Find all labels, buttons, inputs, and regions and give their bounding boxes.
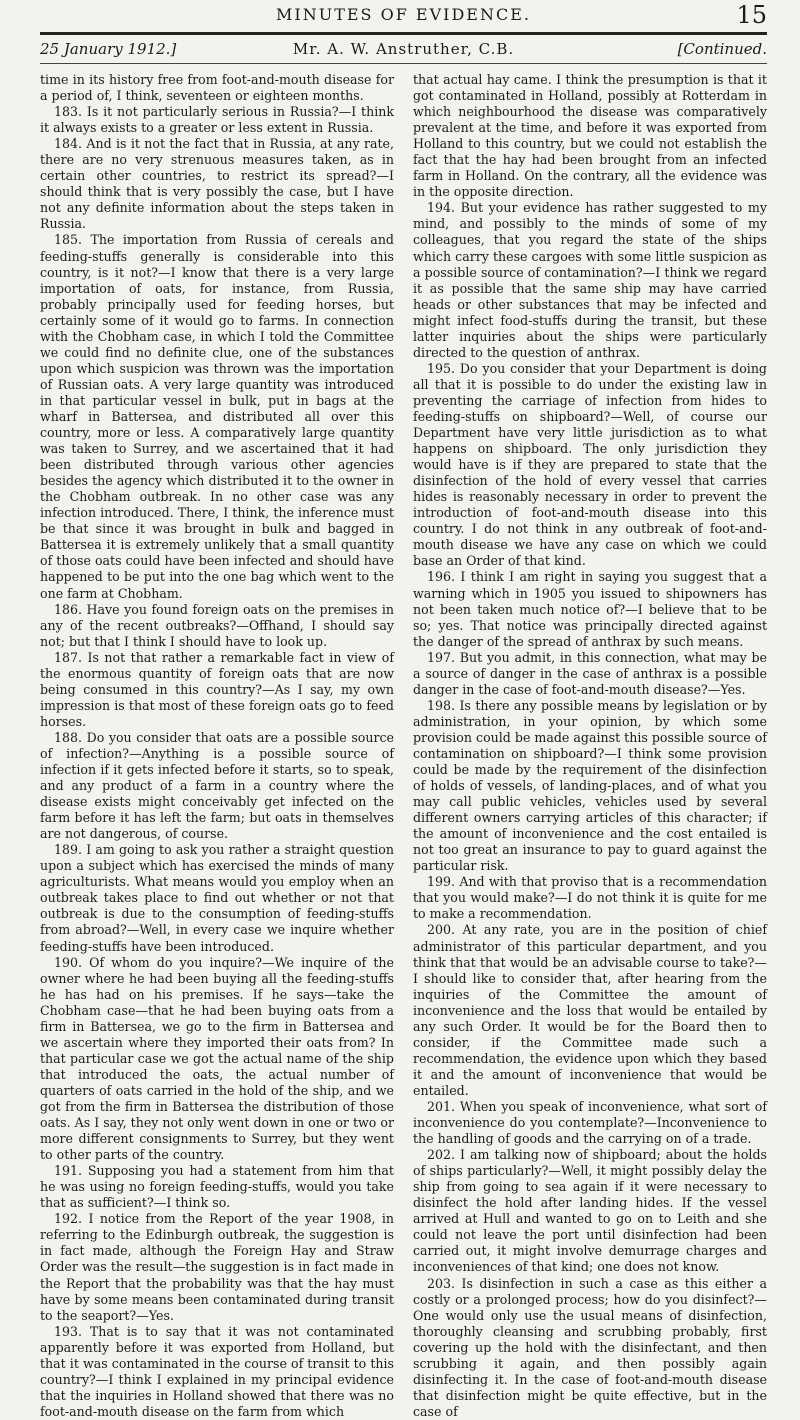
- paragraph: 200. At any rate, you are in the position of chief administrator of this particular department, and you think that that would be an advisable course to take?—I should like to consider that, after hearing from the inquiries of the Committee the amount of inconvenience and the loss that would be entailed by any such Order. It would be for the Board then to consider, if the Committee made such a recommendation, the evidence upon which they based it and the amount of inconvenience that would be entailed.: [413, 922, 767, 1098]
- paragraph: 197. But you admit, in this connection, what may be a source of danger in the case of anthrax is a possible danger in the case of foot-and-mouth disease?—Yes.: [413, 649, 767, 697]
- paragraph: 195. Do you consider that your Department is doing all that it is possible to do under the existing law in preventing the carriage of infection from hides to feeding-stuffs on shipboard?—Well, of course our Department have very little jurisdiction as to what happens on shipboard. The only jurisdiction they would have is if they are prepared to state that the disinfection of the hold of every vessel that carries hides is reasonably necessary in order to prevent the introduction of foot-and-mouth disease into this country. I do not think in any outbreak of foot-and-mouth disease we have any case on which we could base an Order of that kind.: [413, 360, 767, 569]
- paragraph: 198. Is there any possible means by legislation or by administration, in your opinion, by which some provision could be made against this possible source of contamination on shipboard?—I think some provision could be made by the requirement of the disinfection of holds of vessels, of landing-places, and of what you may call public vehicles, vehicles used by several different owners carrying articles of this character; if the amount of inconvenience and the cost entailed is not too great an insurance to pay to guard against the particular risk.: [413, 697, 767, 874]
- witness-name: Mr. A. W. Anstruther, C.B.: [292, 40, 515, 58]
- paragraph: 193. That is to say that it was not contaminated apparently before it was exported from Holland, but that it was contaminated in the course of transit to this country?—I think I explained in my principal evidence that the inquiries in Holland showed that there was no foot-and-mouth disease on the farm from which: [40, 1323, 394, 1419]
- paragraph: 184. And is it not the fact that in Russia, at any rate, there are no very strenuous measures taken, as in certain other countries, to restrict its spread?—I should think that is very possibly the case, but I have not any definite information about the steps taken in Russia.: [40, 136, 394, 232]
- text-columns: [40, 72, 767, 1419]
- paragraph: 192. I notice from the Report of the year 1908, in referring to the Edinburgh outbreak, the suggestion is in fact made, although the Foreign Hay and Straw Order was the result—the suggestion is in fact made in the Report that the probability was that the hay must have by some means been contaminated during transit to the seaport?—Yes.: [40, 1211, 394, 1323]
- paragraph: 202. I am talking now of shipboard; about the holds of ships particularly?—Well, it might possibly delay the ship from going to sea again if it were necessary to disinfect the hold after landing hides. If the vessel arrived at Hull and wanted to go on to Leith and she could not leave the port until disinfection had been carried out, it might involve demurrage charges and inconveniences of that kind; one does not know.: [413, 1147, 767, 1275]
- paragraph: 186. Have you found foreign oats on the premises in any of the recent outbreaks?—Offhand, I should say not; but that I think I should have to look up.: [40, 601, 394, 649]
- continued-label: [Continued.: [677, 40, 767, 58]
- paragraph: time in its history free from foot-and-mouth disease for a period of, I think, seventeen or eighteen months.: [40, 72, 394, 104]
- right-column: [413, 72, 767, 1419]
- sub-header: [40, 38, 767, 60]
- page-number: 15: [736, 1, 767, 29]
- paragraph: 189. I am going to ask you rather a straight question upon a subject which has exercised the minds of many agriculturists. What means would you employ when an outbreak takes place to find out whether or not that outbreak is due to the consumption of feeding-stuffs from abroad?—Well, in every case we inquire whether feeding-stuffs have been introduced.: [40, 842, 394, 954]
- paragraph: 183. Is it not particularly serious in Russia?—I think it always exists to a greater or less extent in Russia.: [40, 104, 394, 136]
- paragraph: 199. And with that proviso that is a recommendation that you would make?—I do not think it is quite for me to make a recommendation.: [413, 874, 767, 922]
- paragraph: 194. But your evidence has rather suggested to my mind, and possibly to the minds of some of my colleagues, that you regard the state of the ships which carry these cargoes with some little suspicion as a possible source of contamination?—I think we regard it as possible that the same ship may have carried heads or other substances that may be infected and might infect food-stuffs during the transit, but these latter inquiries about the ships were particularly directed to the question of anthrax.: [413, 200, 767, 360]
- running-title: MINUTES OF EVIDENCE.: [276, 5, 531, 24]
- left-column: [40, 72, 394, 1419]
- paragraph: 188. Do you consider that oats are a possible source of infection?—Anything is a possible source of infection if it gets infected before it starts, so to speak, and any product of a farm in a country where the disease exists might conceivably get infected on the farm before it has left the farm; but oats in themselves are not dangerous, of course.: [40, 729, 394, 842]
- paragraph: 196. I think I am right in saying you suggest that a warning which in 1905 you issued to shipowners has not been taken much notice of?—I believe that to be so; yes. That notice was principally directed against the danger of the spread of anthrax by such means.: [413, 569, 767, 649]
- running-head: [40, 0, 767, 30]
- paragraph: that actual hay came. I think the presumption is that it got contaminated in Holland, possibly at Rotterdam in which neighbourhood the disease was comparatively prevalent at the time, and before it was exported from Holland to this country, but we could not establish the fact that the hay had been brought from an infected farm in Holland. On the contrary, all the evidence was in the opposite direction.: [413, 72, 767, 200]
- paragraph: 203. Is disinfection in such a case as this either a costly or a prolonged process; how do you disinfect?—One would only use the usual means of disinfection, thoroughly cleansing and scrubbing probably, first covering up the hold with the disinfectant, and then scrubbing it again, and then possibly again disinfecting it. In the case of foot-and-mouth disease that disinfection might be quite effective, but in the case of: [413, 1275, 767, 1419]
- paragraph: 190. Of whom do you inquire?—We inquire of the owner where he had been buying all the feeding-stuffs he has had on his premises. If he says—take the Chobham case—that he had been buying oats from a firm in Battersea, we go to the firm in Battersea and we ascertain where they imported their oats from? In that particular case we got the actual name of the ship that introduced the oats, the actual number of quarters of oats carried in the hold of the ship, and we got from the firm in Battersea the distribution of those oats. As I say, they not only went down in one or two or more different consignments to Surrey, but they went to other parts of the country.: [40, 954, 394, 1163]
- sub-rule: [40, 63, 767, 64]
- paragraph: 191. Supposing you had a statement from him that he was using no foreign feeding-stuffs, would you take that as sufficient?—I think so.: [40, 1163, 394, 1211]
- hearing-date: 25 January 1912.]: [40, 40, 177, 58]
- paragraph: 201. When you speak of inconvenience, what sort of inconvenience do you contemplate?—Inconvenience to the handling of goods and the carrying on of a trade.: [413, 1099, 767, 1147]
- paragraph: 187. Is not that rather a remarkable fact in view of the enormous quantity of foreign oats that are now being consumed in this country?—As I say, my own impression is that most of these foreign oats go to feed horses.: [40, 649, 394, 729]
- paragraph: 185. The importation from Russia of cereals and feeding-stuffs generally is considerable into this country, is it not?—I know that there is a very large importation of oats, for instance, from Russia, probably principally used for feeding horses, but certainly some of it would go to farms. In connection with the Chobham case, in which I told the Committee we could find no definite clue, one of the substances upon which suspicion was thrown was the importation of Russian oats. A very large quantity was introduced in that particular vessel in bulk, put in bags at the wharf in Battersea, and distributed all over this country, more or less. A comparatively large quantity was taken to Surrey, and we ascertained that it had been distributed through various other agencies besides the agency which distributed it to the owner in the Chobham outbreak. In no other case was any infection introduced. There, I think, the inference must be that since it was brought in bulk and bagged in Battersea it is extremely unlikely that a small quantity of those oats could have been infected and should have happened to be put into the one bag which went to the one farm at Chobham.: [40, 232, 394, 601]
- top-rule: [40, 32, 767, 35]
